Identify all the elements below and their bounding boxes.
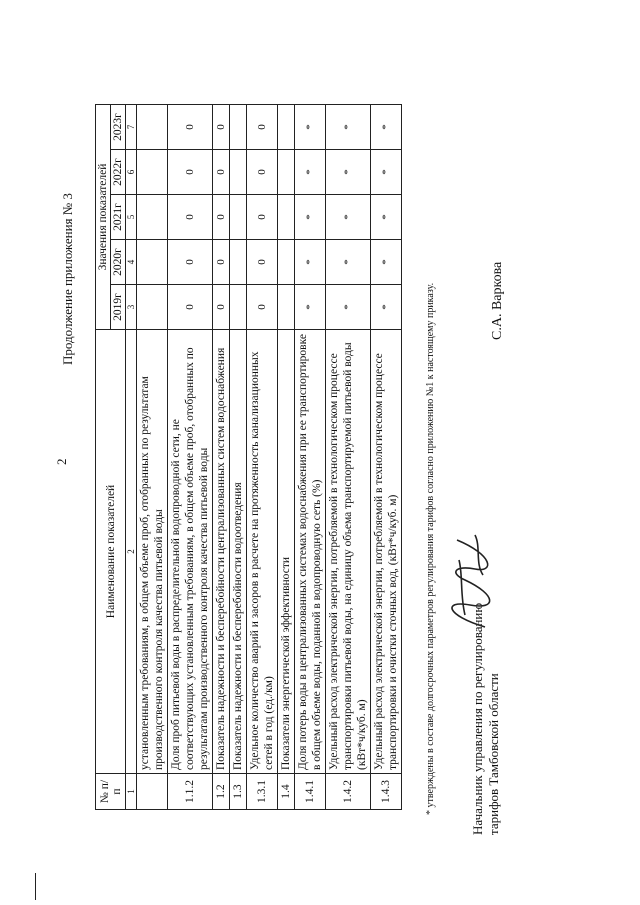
row-value: 0 [247, 105, 278, 150]
signatory-position-line2: тарифов Тамбовской области [486, 673, 501, 835]
row-num: 1.1.2 [168, 774, 213, 810]
row-value [278, 150, 295, 195]
row-value [230, 105, 247, 150]
row-value: * [371, 240, 402, 285]
col-header-year: 2019г [111, 285, 126, 330]
row-name: Показатель надежности и бесперебойности водоотведения [230, 330, 247, 774]
row-value [137, 195, 168, 240]
row-value [230, 150, 247, 195]
index-cell: 5 [126, 195, 137, 240]
row-value: * [295, 105, 326, 150]
row-value: * [371, 195, 402, 240]
row-value: * [326, 195, 371, 240]
row-name: Доля проб питьевой воды в распределительной водопроводной сети, не соответствующих установленным требованиям, в общем объеме проб, отобранных по результатам производственного контроля качества питьевой воды [168, 330, 213, 774]
row-value: 0 [213, 150, 230, 195]
index-cell: 4 [126, 240, 137, 285]
index-cell: 7 [126, 105, 137, 150]
col-header-year: 2021г [111, 195, 126, 240]
row-name: установленным требованиям, в общем объеме проб, отобранных по результатам производственного контроля качества питьевой воды [137, 330, 168, 774]
row-value [278, 195, 295, 240]
col-header-year: 2020г [111, 240, 126, 285]
row-value: 0 [213, 285, 230, 330]
row-name: Удельный расход электрической энергии, потребляемой в технологическом процессе транспортировки питьевой воды, на единицу объема транспортируемой питьевой воды (кВт*ч/куб. м) [326, 330, 371, 774]
row-num: 1.3.1 [247, 774, 278, 810]
row-num: 1.4.1 [295, 774, 326, 810]
table-row [326, 105, 371, 810]
signatory-position [470, 603, 502, 835]
footnote: * утверждены в составе долгосрочных параметров регулирования тарифов согласно приложению №1 к настоящему приказу. [425, 282, 436, 815]
indicators-table [95, 104, 402, 810]
handwritten-signature [435, 525, 505, 635]
row-value: 0 [168, 285, 213, 330]
row-num: 1.4.3 [371, 774, 402, 810]
index-row [126, 105, 137, 810]
row-value [137, 150, 168, 195]
table-row [137, 105, 168, 810]
signatory-position-line1: Начальник управления по регулированию [470, 602, 485, 835]
row-name: Показатель надежности и бесперебойности централизованных систем водоснабжения [213, 330, 230, 774]
col-header-values: Значения показателей [96, 105, 111, 330]
row-value: * [295, 195, 326, 240]
table-row [371, 105, 402, 810]
continuation-label: Продолжение приложения № 3 [60, 193, 75, 365]
row-value: 0 [247, 150, 278, 195]
col-header-num: № п/п [96, 774, 126, 810]
row-name: Удельный расход электрической энергии, потребляемой в технологическом процессе транспортировки и очистки сточных вод, (кВт*ч/куб. м) [371, 330, 402, 774]
row-value: * [371, 150, 402, 195]
row-value: 0 [168, 240, 213, 285]
row-value: 0 [247, 240, 278, 285]
row-value: 0 [213, 240, 230, 285]
row-num: 1.4 [278, 774, 295, 810]
row-value: * [295, 150, 326, 195]
index-cell: 2 [126, 330, 137, 774]
row-value: * [295, 285, 326, 330]
row-name: Удельное количество аварий и засоров в расчете на протяженность канализационных сетей в год (ед./км) [247, 330, 278, 774]
row-num: 1.2 [213, 774, 230, 810]
row-value: * [326, 285, 371, 330]
row-name: Доля потерь воды в централизованных системах водоснабжения при ее транспортировке в общем объеме воды, поданной в водопроводную сеть (%) [295, 330, 326, 774]
row-value [137, 285, 168, 330]
row-value: * [371, 285, 402, 330]
table-row [213, 105, 230, 810]
row-value: * [326, 150, 371, 195]
table-row [247, 105, 278, 810]
row-value [278, 105, 295, 150]
row-value: 0 [213, 105, 230, 150]
row-value: 0 [168, 195, 213, 240]
row-value [230, 195, 247, 240]
row-value: 0 [247, 285, 278, 330]
row-value [230, 240, 247, 285]
row-name: Показатели энергетической эффективности [278, 330, 295, 774]
row-value [137, 105, 168, 150]
page-number: 2 [54, 458, 69, 465]
index-cell: 3 [126, 285, 137, 330]
row-value: * [326, 105, 371, 150]
col-header-name: Наименование показателей [96, 330, 126, 774]
index-cell: 1 [126, 774, 137, 810]
table-row [295, 105, 326, 810]
row-value: 0 [213, 195, 230, 240]
col-header-year: 2022г [111, 150, 126, 195]
signatory-name: С.А. Варкова [490, 261, 505, 340]
table-row [278, 105, 295, 810]
row-num: 1.4.2 [326, 774, 371, 810]
row-value: 0 [247, 195, 278, 240]
row-value: 0 [168, 150, 213, 195]
table-row [168, 105, 213, 810]
scan-edge-line [35, 873, 36, 900]
row-value: 0 [168, 105, 213, 150]
index-cell: 6 [126, 150, 137, 195]
row-value: * [295, 240, 326, 285]
row-value: * [326, 240, 371, 285]
col-header-year: 2023г [111, 105, 126, 150]
row-value [137, 240, 168, 285]
row-num [137, 774, 168, 810]
row-value: * [371, 105, 402, 150]
row-value [278, 240, 295, 285]
row-value [230, 285, 247, 330]
row-num: 1.3 [230, 774, 247, 810]
table-row [230, 105, 247, 810]
row-value [278, 285, 295, 330]
